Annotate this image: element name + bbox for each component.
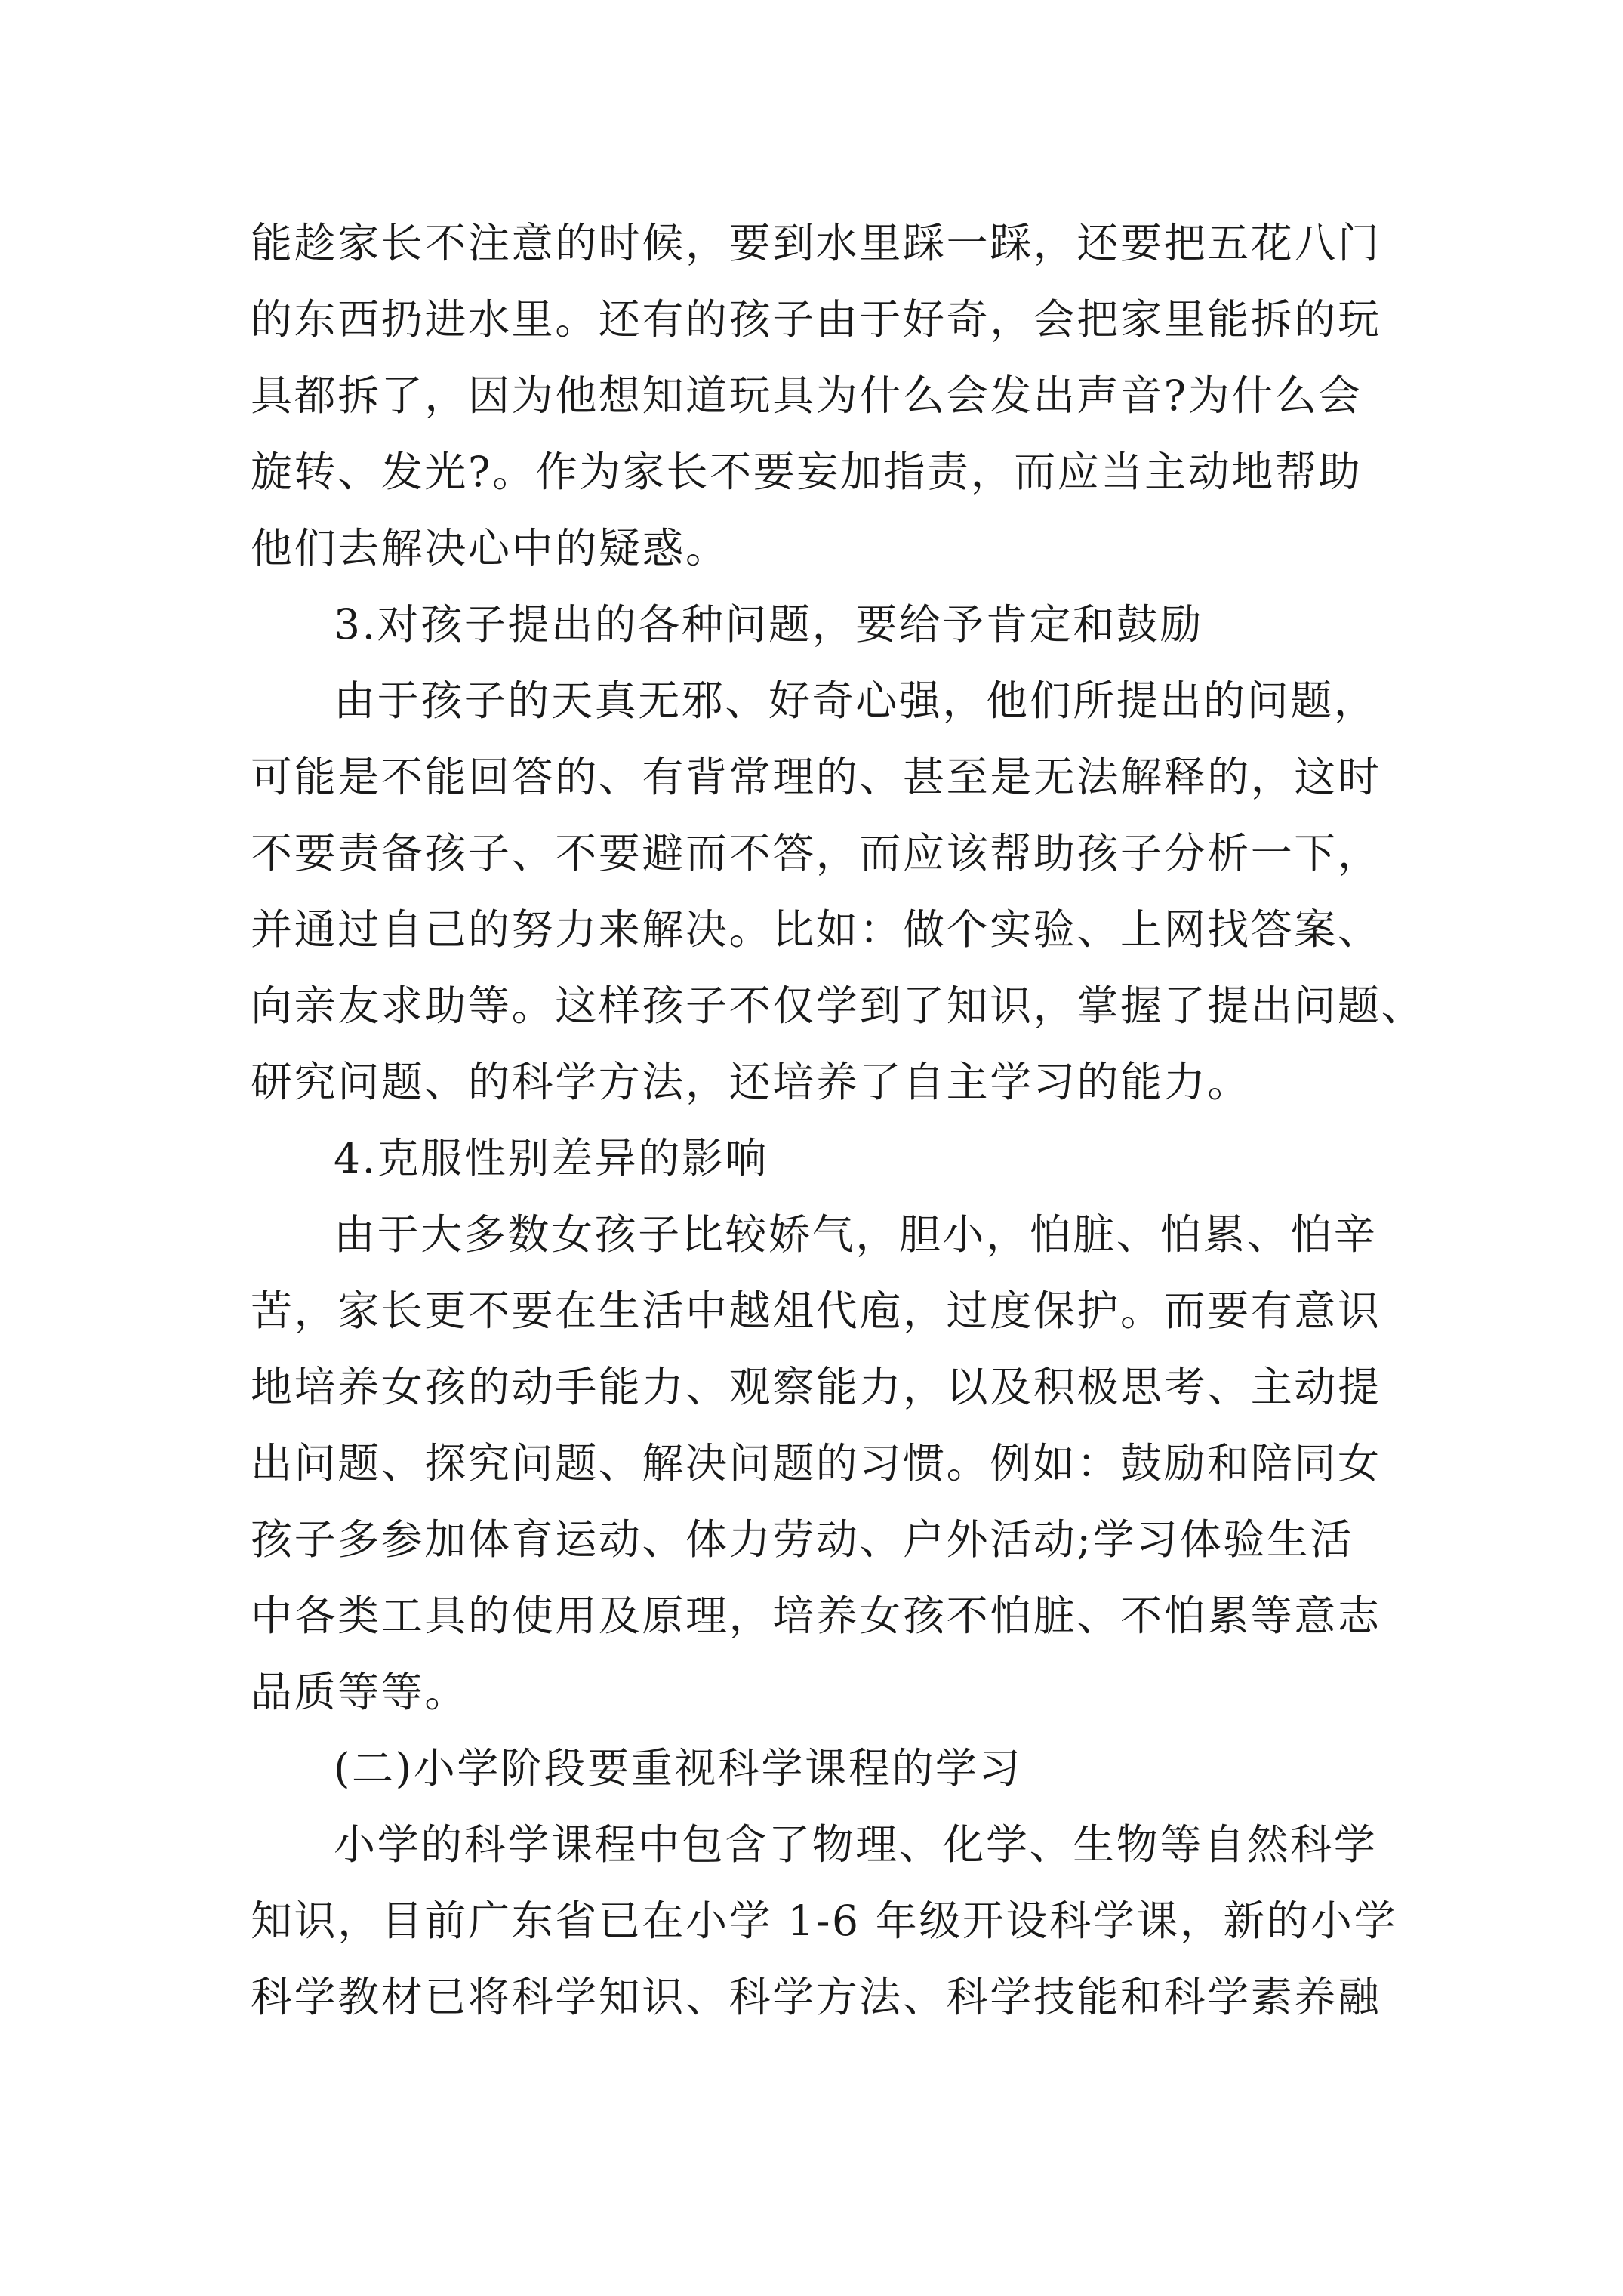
section-heading: 3.对孩子提出的各种问题，要给予肯定和鼓励: [334, 600, 1204, 649]
section-heading: 4.克服性别差异的影响: [334, 1134, 769, 1182]
body-text-line: 出问题、探究问题、解决问题的习惯。例如：鼓励和陪同女: [251, 1439, 1381, 1487]
body-text-line: 苦，家长更不要在生活中越俎代庖，过度保护。而要有意识: [251, 1287, 1381, 1335]
section-heading: (二)小学阶段要重视科学课程的学习: [334, 1744, 1023, 1792]
body-text-line: 可能是不能回答的、有背常理的、甚至是无法解释的，这时: [251, 753, 1381, 801]
document-body: [251, 205, 1425, 2036]
body-text-line: 科学教材已将科学知识、科学方法、科学技能和科学素养融: [251, 1973, 1381, 2021]
body-text-line: 研究问题、的科学方法，还培养了自主学习的能力。: [251, 1058, 1251, 1106]
body-text-line: 向亲友求助等。这样孩子不仅学到了知识，掌握了提出问题、: [251, 982, 1425, 1030]
body-text-line: 知识，目前广东省已在小学 1-6 年级开设科学课，新的小学: [251, 1897, 1397, 1945]
body-text-line: 地培养女孩的动手能力、观察能力，以及积极思考、主动提: [251, 1363, 1381, 1411]
body-text-line: 能趁家长不注意的时候，要到水里踩一踩，还要把五花八门: [251, 219, 1381, 267]
body-text-line: 不要责备孩子、不要避而不答，而应该帮助孩子分析一下，: [251, 829, 1381, 877]
body-text-line: 并通过自己的努力来解决。比如：做个实验、上网找答案、: [251, 905, 1381, 954]
body-text-line: 小学的科学课程中包含了物理、化学、生物等自然科学: [334, 1820, 1378, 1869]
body-text-line: 具都拆了，因为他想知道玩具为什么会发出声音?为什么会: [251, 371, 1363, 420]
body-text-line: 中各类工具的使用及原理，培养女孩不怕脏、不怕累等意志: [251, 1592, 1381, 1640]
body-text-line: 孩子多参加体育运动、体力劳动、户外活动;学习体验生活: [251, 1515, 1354, 1564]
body-text-line: 由于大多数女孩子比较娇气，胆小，怕脏、怕累、怕辛: [334, 1210, 1378, 1259]
body-text-line: 品质等等。: [251, 1668, 469, 1716]
body-text-line: 旋转、发光?。作为家长不要妄加指责，而应当主动地帮助: [251, 448, 1363, 496]
body-text-line: 他们去解决心中的疑惑。: [251, 524, 729, 572]
body-text-line: 的东西扔进水里。还有的孩子由于好奇，会把家里能拆的玩: [251, 295, 1381, 344]
body-text-line: 由于孩子的天真无邪、好奇心强，他们所提出的问题，: [334, 676, 1378, 725]
